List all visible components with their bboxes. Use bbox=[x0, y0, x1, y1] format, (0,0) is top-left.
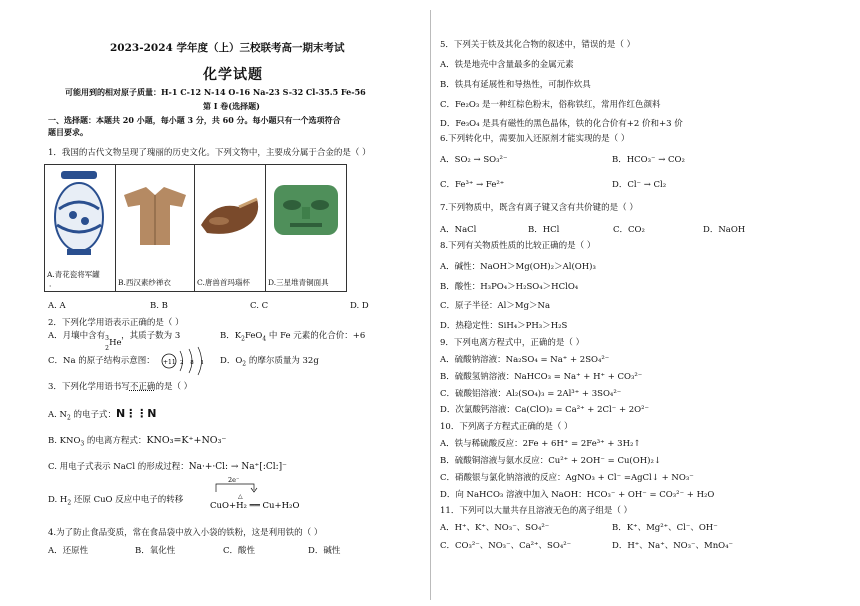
q6-option-b: B．HCO₃⁻ → CO₂ bbox=[612, 155, 685, 165]
q11-option-c: C．CO₃²⁻、NO₃⁻、Ca²⁺、SO₄²⁻ bbox=[440, 541, 572, 551]
atomic-masses: 可能用到的相对原子质量：H-1 C-12 N-14 O-16 Na-23 S-32 Cl-35.5 Fe-56 bbox=[65, 87, 366, 97]
section1-line1: 一、选择题：本题共 20 小题，每小题 3 分，共 60 分。每小题只有一个选项符合 bbox=[48, 115, 341, 125]
q2-a-mass: 3 bbox=[105, 335, 109, 342]
q1-option-c: C. C bbox=[250, 301, 269, 311]
q3-d-sub: 2 bbox=[67, 499, 72, 507]
q7-option-d: D．NaOH bbox=[703, 225, 746, 235]
q1-caption-c: C.唐兽首玛瑙杯 bbox=[197, 278, 250, 287]
q4-stem: 4.为了防止食品变质，常在食品袋中放入小袋的铁粉，这是利用铁的（ ） bbox=[48, 528, 323, 538]
q5-option-c: C．Fe₂O₃ 是一种红棕色粉末，俗称铁红，常用作红色颜料 bbox=[440, 100, 661, 110]
q2-b-sub4: 4 bbox=[262, 335, 267, 343]
q11-option-a: A．H⁺、K⁺、NO₃⁻、SO₄²⁻ bbox=[440, 523, 550, 533]
q5-option-d: D．Fe₃O₄ 是具有磁性的黑色晶体，铁的化合价有+2 价和+3 价 bbox=[440, 119, 683, 129]
q5-stem: 5．下列关于铁及其化合物的叙述中，错误的是（ ） bbox=[440, 40, 636, 50]
q4-option-c: C．酸性 bbox=[223, 546, 256, 556]
q2-option-a bbox=[48, 331, 181, 352]
q7-option-c: C．CO₂ bbox=[613, 225, 645, 235]
q2-a-tail: ，其质子数为 3 bbox=[121, 331, 181, 341]
q2-option-c bbox=[48, 356, 155, 367]
q3-b-sub: 3 bbox=[80, 440, 85, 448]
q2-d-label: D．O bbox=[220, 356, 243, 366]
q3-a-formula: N⋮⋮N bbox=[116, 407, 157, 420]
q8-option-d: D．热稳定性：SiH₄＞PH₃＞H₂S bbox=[440, 321, 568, 331]
q2-c-label: C．Na 的原子结构示意图： bbox=[48, 356, 155, 366]
q6-option-a: A．SO₂ → SO₃²⁻ bbox=[440, 155, 508, 165]
q3-option-a bbox=[48, 408, 156, 424]
q3-b-tail: 的电离方程式： bbox=[84, 436, 147, 446]
q5-option-a: A．铁是地壳中含量最多的金属元素 bbox=[440, 60, 574, 70]
q3-a-tail: 的电子式： bbox=[70, 410, 117, 420]
q2-d-tail: 的摩尔质量为 32g bbox=[246, 356, 319, 366]
q10-option-c: C．硝酸银与氯化钠溶液的反应：AgNO₃ + Cl⁻ =AgCl↓ + NO₃⁻ bbox=[440, 473, 694, 483]
q1-stem: 1．我国的古代文物呈现了瑰丽的历史文化。下列文物中，主要成分属于合金的是（ ） bbox=[48, 148, 371, 158]
q3-d-tail: 还原 CuO 反应中电子的转移 bbox=[71, 495, 184, 505]
agate-cup-image bbox=[195, 165, 265, 265]
q1-cell-d bbox=[266, 165, 347, 292]
q4-option-b: B．氧化性 bbox=[135, 546, 176, 556]
subject-title: 化学试题 bbox=[203, 67, 263, 83]
q1-caption-d: D.三星堆青铜面具 bbox=[268, 278, 329, 287]
q2-a-sym: He bbox=[109, 338, 122, 348]
q3-b-label: B. KNO bbox=[48, 436, 81, 446]
q4-option-a: A．还原性 bbox=[48, 546, 89, 556]
na-shells-text: 2 8 1 bbox=[180, 360, 204, 366]
q1-caption-dot: ． bbox=[49, 279, 57, 288]
cuo-equation: CuO+H₂ ══ Cu+H₂O bbox=[210, 501, 300, 511]
q1-option-b: B. B bbox=[150, 301, 168, 311]
q1-caption-b: B.西汉素纱禅衣 bbox=[118, 278, 171, 287]
q6-stem: 6.下列转化中，需要加入还原剂才能实现的是（ ） bbox=[440, 134, 630, 144]
q3-stem bbox=[48, 382, 192, 393]
q2-b-mid: FeO bbox=[244, 331, 263, 341]
na-atom-diagram bbox=[160, 346, 210, 376]
exam-title: 2023-2024 学年度（上）三校联考高一期末考试 bbox=[110, 42, 345, 54]
q3-c-label: C. 用电子式表示 NaCl 的形成过程： bbox=[48, 462, 189, 472]
q7-stem: 7.下列物质中，既含有离子键又含有共价键的是（ ） bbox=[440, 203, 638, 213]
heat-symbol: △ bbox=[238, 493, 243, 500]
q11-stem: 11．下列可以大量共存且溶液无色的离子组是（ ） bbox=[440, 506, 633, 516]
column-divider bbox=[430, 10, 431, 600]
robe-image bbox=[116, 165, 194, 265]
q3-d-label: D. H bbox=[48, 495, 68, 505]
q3-stem-post: 的是（ ） bbox=[155, 382, 193, 392]
q3-a-sub: 2 bbox=[66, 414, 71, 422]
q1-option-a: A. A bbox=[48, 301, 66, 311]
q5-option-b: B．铁具有延展性和导热性，可制作炊具 bbox=[440, 80, 591, 90]
q4-option-d: D．碱性 bbox=[308, 546, 341, 556]
q8-option-b: B．酸性：H₃PO₄＞H₂SO₄＞HClO₄ bbox=[440, 282, 579, 292]
q10-option-a: A．铁与稀硫酸反应：2Fe + 6H⁺ = 2Fe³⁺ + 3H₂↑ bbox=[440, 439, 641, 449]
q3-option-d bbox=[48, 495, 183, 509]
q1-cell-b bbox=[116, 165, 195, 292]
q3-stem-pre: 3．下列化学用语书写 bbox=[48, 382, 130, 392]
q2-a-label: A．月壤中含有 bbox=[48, 331, 106, 341]
q9-option-d: D．次氯酸钙溶液：Ca(ClO)₂ = Ca²⁺ + 2Cl⁻ + 2O²⁻ bbox=[440, 405, 650, 415]
q9-option-b: B．硫酸氢钠溶液：NaHCO₃ = Na⁺ + H⁺ + CO₃²⁻ bbox=[440, 372, 643, 382]
q10-option-b: B．硫酸铜溶液与氨水反应：Cu²⁺ + 2OH⁻ = Cu(OH)₂↓ bbox=[440, 456, 661, 466]
q11-option-b: B．K⁺、Mg²⁺、Cl⁻、OH⁻ bbox=[612, 523, 718, 533]
q10-option-d: D．向 NaHCO₃ 溶液中加入 NaOH：HCO₃⁻ + OH⁻ = CO₃²⁻ + H₂O bbox=[440, 490, 715, 500]
q6-option-d: D．Cl⁻ → Cl₂ bbox=[612, 180, 667, 190]
q2-a-num: 2 bbox=[105, 345, 109, 352]
e-transfer-label: 2e⁻ bbox=[228, 476, 240, 484]
q3-b-eq: KNO₃=K⁺+NO₃⁻ bbox=[146, 435, 227, 446]
q2-b-sub2: 2 bbox=[241, 335, 245, 343]
q6-option-c: C．Fe³⁺ → Fe²⁺ bbox=[440, 180, 505, 190]
volume-title: 第 I 卷(选择题) bbox=[203, 101, 260, 111]
q2-stem: 2．下列化学用语表示正确的是（ ） bbox=[48, 318, 184, 328]
q3-option-c bbox=[48, 462, 287, 473]
q1-option-d: D. D bbox=[350, 301, 369, 311]
q3-stem-emph: 不正确 bbox=[129, 382, 156, 392]
q3-a-label: A. N bbox=[48, 410, 67, 420]
q2-option-d bbox=[220, 356, 319, 370]
q1-cell-c bbox=[195, 165, 266, 292]
bronze-mask-image bbox=[266, 165, 346, 265]
q8-option-c: C．原子半径：Al＞Mg＞Na bbox=[440, 301, 551, 311]
q10-stem: 10．下列离子方程式正确的是（ ） bbox=[440, 422, 573, 432]
q9-option-c: C．硫酸铝溶液：Al₂(SO₄)₃ = 2Al³⁺ + 3SO₄²⁻ bbox=[440, 389, 622, 399]
q2-d-sub: 2 bbox=[242, 360, 247, 368]
q2-b-label: B．K bbox=[220, 331, 242, 341]
na-nucleus-text: +11 bbox=[163, 359, 176, 366]
q2-b-tail: 中 Fe 元素的化合价：+6 bbox=[266, 331, 366, 341]
q2-option-b bbox=[220, 331, 365, 345]
q7-option-b: B．HCl bbox=[528, 225, 560, 235]
q8-option-a: A．碱性：NaOH＞Mg(OH)₂＞Al(OH)₃ bbox=[440, 262, 596, 272]
section1-line2: 题目要求。 bbox=[48, 127, 88, 137]
q3-c-eq: Na·+·Cl: → Na⁺[:Cl:]⁻ bbox=[188, 462, 287, 472]
q8-stem: 8.下列有关物质性质的比较正确的是（ ） bbox=[440, 241, 596, 251]
q1-caption-a: A.青花瓷将军罐 bbox=[47, 270, 100, 279]
q9-option-a: A．硫酸钠溶液：Na₂SO₄ = Na⁺ + 2SO₄²⁻ bbox=[440, 355, 610, 365]
q11-option-d: D．H⁺、Na⁺、NO₃⁻、MnO₄⁻ bbox=[612, 541, 734, 551]
electron-transfer-diagram bbox=[210, 476, 300, 512]
jar-image bbox=[45, 165, 113, 265]
q9-stem: 9．下列电离方程式中，正确的是（ ） bbox=[440, 338, 585, 348]
q3-option-b bbox=[48, 435, 226, 450]
q1-cell-a bbox=[45, 165, 116, 292]
q1-image-table bbox=[44, 164, 347, 292]
q7-option-a: A．NaCl bbox=[440, 225, 477, 235]
